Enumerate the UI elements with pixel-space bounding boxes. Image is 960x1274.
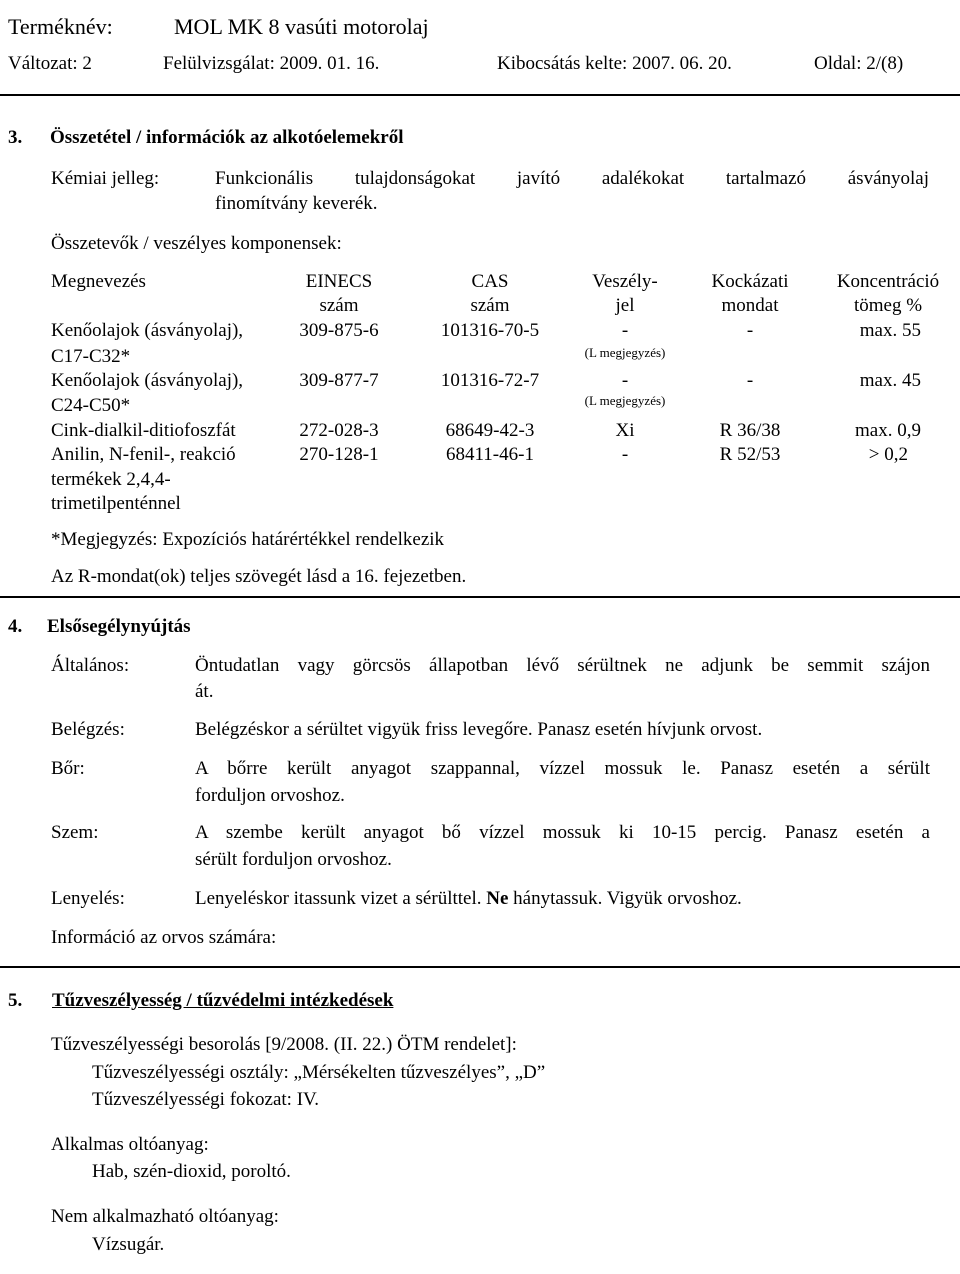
col-header-name: Megnevezés — [51, 271, 146, 292]
ingestion-text-part2: hánytassuk. Vigyük orvoshoz. — [508, 888, 742, 909]
table-cell-risk: - — [746, 320, 754, 341]
section-divider — [0, 966, 960, 968]
col-header-einecs-sub: szám — [319, 295, 359, 316]
skin-text-line1: A bőrre került anyagot szappannal, vízzel mossuk le. Panasz esetén a sérült — [195, 758, 930, 779]
table-cell-hazard: - — [621, 444, 629, 465]
table-cell-cas: 101316-70-5 — [440, 320, 540, 341]
general-text-line1: Öntudatlan vagy görcsös állapotban lévő sérültnek ne adjunk be semmit szájon — [195, 655, 930, 676]
col-header-cas-sub: szám — [470, 295, 510, 316]
suitable-extinguisher-label: Alkalmas oltóanyag: — [51, 1134, 209, 1155]
product-name: MOL MK 8 vasúti motorolaj — [174, 14, 429, 39]
chemical-nature-line1: Funkcionális tulajdonságokat javító adalékokat tartalmazó ásványolaj — [215, 168, 929, 189]
table-cell-hazard: - — [621, 320, 629, 341]
table-cell-risk: R 52/53 — [719, 444, 781, 465]
table-cell-name: Cink-dialkil-ditiofoszfát — [51, 420, 236, 441]
doctor-info-label: Információ az orvos számára: — [51, 927, 277, 948]
table-cell-einecs: 272-028-3 — [299, 420, 379, 441]
chemical-nature-label: Kémiai jelleg: — [51, 168, 160, 189]
table-cell-note: (L megjegyzés) — [584, 345, 666, 360]
ingestion-label: Lenyelés: — [51, 888, 125, 909]
table-cell-hazard: - — [621, 370, 629, 391]
col-header-concentration-sub: tömeg % — [853, 295, 923, 316]
table-cell-name: C17-C32* — [51, 346, 131, 367]
section4-number: 4. — [8, 616, 23, 637]
unsuitable-extinguisher-value: Vízsugár. — [92, 1234, 165, 1255]
table-cell-name: termékek 2,4,4- — [51, 469, 171, 490]
eye-text-line1: A szembe került anyagot bő vízzel mossuk ki 10-15 percig. Panasz esetén a — [195, 822, 930, 843]
table-cell-risk: - — [746, 370, 754, 391]
ingestion-text-part1: Lenyeléskor itassunk vizet a sérülttel. — [195, 888, 487, 909]
table-cell-name: Kenőolajok (ásványolaj), — [51, 320, 244, 341]
table-cell-hazard: Xi — [615, 420, 635, 441]
fire-classification: Tűzveszélyességi besorolás [9/2008. (II. 22.) ÖTM rendelet]: — [51, 1034, 517, 1055]
inhalation-label: Belégzés: — [51, 719, 125, 740]
col-header-cas: CAS — [471, 271, 509, 292]
col-header-risk: Kockázati — [711, 271, 789, 292]
table-cell-einecs: 309-875-6 — [299, 320, 379, 341]
table-cell-cas: 101316-72-7 — [440, 370, 540, 391]
col-header-concentration: Koncentráció — [836, 271, 940, 292]
general-text-line2: át. — [195, 681, 214, 702]
col-header-einecs: EINECS — [305, 271, 373, 292]
fire-class: Tűzveszélyességi osztály: „Mérsékelten tűzveszélyes”, „D” — [92, 1062, 546, 1083]
table-cell-einecs: 270-128-1 — [299, 444, 379, 465]
table-cell-note: (L megjegyzés) — [584, 393, 666, 408]
product-label: Terméknév: — [8, 14, 113, 39]
section5-title: Tűzveszélyesség / tűzvédelmi intézkedések — [52, 990, 394, 1011]
col-header-risk-sub: mondat — [721, 295, 779, 316]
table-cell-name: C24-C50* — [51, 395, 131, 416]
revision-date: Felülvizsgálat: 2009. 01. 16. — [163, 53, 380, 74]
section4-title: Elsősegélynyújtás — [47, 616, 191, 637]
table-cell-cas: 68411-46-1 — [446, 444, 534, 465]
page-number: Oldal: 2/(8) — [814, 53, 904, 74]
col-header-hazard: Veszély- — [592, 271, 658, 292]
table-cell-concentration: max. 0,9 — [855, 420, 921, 441]
general-label: Általános: — [51, 655, 130, 676]
footnote: *Megjegyzés: Expozíciós határértékkel rendelkezik — [51, 529, 445, 550]
components-label: Összetevők / veszélyes komponensek: — [51, 233, 342, 254]
table-cell-name: trimetilpenténnel — [51, 493, 181, 514]
skin-label: Bőr: — [51, 758, 85, 779]
ingestion-text-emphasis: Ne — [486, 888, 509, 909]
section5-number: 5. — [8, 990, 23, 1011]
version: Változat: 2 — [8, 53, 92, 74]
table-cell-concentration: max. 55 — [859, 320, 921, 341]
header-divider — [0, 94, 960, 96]
table-cell-concentration: max. 45 — [859, 370, 921, 391]
unsuitable-extinguisher-label: Nem alkalmazható oltóanyag: — [51, 1206, 279, 1227]
inhalation-text: Belégzéskor a sérültet vigyük friss levegőre. Panasz esetén hívjunk orvost. — [195, 719, 763, 740]
table-cell-name: Anilin, N-fenil-, reakció — [51, 444, 236, 465]
skin-text-line2: forduljon orvoshoz. — [195, 785, 345, 806]
eye-label: Szem: — [51, 822, 99, 843]
section3-title: Összetétel / információk az alkotóelemekről — [50, 127, 404, 148]
eye-text-line2: sérült forduljon orvoshoz. — [195, 849, 392, 870]
col-header-hazard-sub: jel — [615, 295, 635, 316]
table-cell-risk: R 36/38 — [719, 420, 781, 441]
table-cell-cas: 68649-42-3 — [445, 420, 535, 441]
section3-number: 3. — [8, 127, 23, 148]
section-divider — [0, 596, 960, 598]
table-cell-name: Kenőolajok (ásványolaj), — [51, 370, 244, 391]
table-cell-einecs: 309-877-7 — [299, 370, 379, 391]
suitable-extinguisher-value: Hab, szén-dioxid, poroltó. — [92, 1161, 291, 1182]
r-phrase-reference: Az R-mondat(ok) teljes szövegét lásd a 16. fejezetben. — [51, 566, 467, 587]
ingestion-text — [195, 889, 742, 908]
table-cell-concentration: > 0,2 — [868, 444, 908, 465]
issue-date: Kibocsátás kelte: 2007. 06. 20. — [497, 53, 732, 74]
chemical-nature-line2: finomítvány keverék. — [215, 193, 378, 214]
fire-grade: Tűzveszélyességi fokozat: IV. — [92, 1089, 320, 1110]
